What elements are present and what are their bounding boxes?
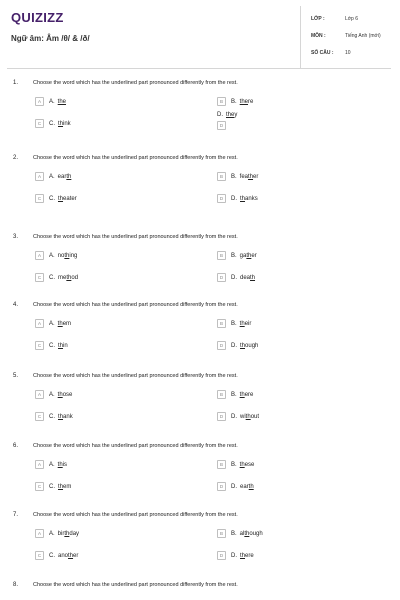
word-prefix: no: [57, 252, 65, 259]
answer-label: D.: [231, 483, 237, 490]
word-suffix: ese: [244, 461, 255, 468]
answer-checkbox[interactable]: A: [35, 172, 44, 181]
answer-word: [240, 531, 263, 537]
answer-label: B.: [231, 461, 237, 468]
answer-word: [58, 275, 78, 281]
answer-word: [58, 321, 71, 327]
question-text: Choose the word which has the underlined part pronounced differently from the rest.: [33, 155, 238, 161]
answer-option[interactable]: [217, 112, 238, 128]
word-suffix: out: [250, 413, 260, 420]
answer-word: [58, 531, 79, 537]
answer-checkbox[interactable]: B: [217, 251, 226, 260]
meta-key: MÔN :: [311, 33, 326, 39]
underlined-part: th: [64, 530, 70, 537]
word-suffix: ough: [245, 342, 259, 349]
question-number: 2.: [13, 155, 19, 161]
answer-checkbox[interactable]: A: [35, 460, 44, 469]
answer-word: [240, 462, 255, 468]
word-suffix: em: [62, 320, 72, 327]
answer-checkbox[interactable]: B: [217, 390, 226, 399]
question-text: Choose the word which has the underlined part pronounced differently from the rest.: [33, 373, 238, 379]
answer-checkbox[interactable]: B: [217, 97, 226, 106]
answer-label: C.: [49, 195, 55, 202]
question-number: 7.: [13, 512, 19, 518]
answer-word: [240, 392, 254, 398]
answer-checkbox[interactable]: D: [217, 551, 226, 560]
word-prefix: ear: [57, 173, 67, 180]
word-prefix: ano: [58, 552, 69, 559]
word-suffix: er: [251, 252, 257, 259]
word-prefix: ear: [240, 483, 249, 490]
answer-word: [58, 392, 73, 398]
word-suffix: ing: [69, 252, 78, 259]
underlined-part: th: [248, 483, 254, 490]
answer-option[interactable]: [35, 341, 68, 350]
word-prefix: ga: [239, 252, 247, 259]
answer-checkbox[interactable]: C: [35, 482, 44, 491]
word-suffix: is: [62, 461, 68, 468]
answer-word: [58, 343, 68, 349]
answer-option[interactable]: [35, 251, 77, 260]
answer-label: C.: [49, 552, 55, 559]
underlined-part: th: [250, 274, 256, 281]
answer-label: A.: [49, 252, 55, 259]
meta-value: 10: [345, 50, 351, 56]
underlined-part: th: [68, 552, 74, 559]
answer-word: [240, 253, 257, 259]
question-number: 8.: [13, 582, 19, 588]
underlined-part: the: [226, 112, 235, 118]
answer-label: A.: [49, 173, 55, 180]
answer-checkbox[interactable]: B: [217, 529, 226, 538]
answer-label: B.: [231, 530, 237, 537]
answer-label: C.: [49, 120, 55, 127]
answer-checkbox[interactable]: C: [35, 194, 44, 203]
question-text: Choose the word which has the underlined part pronounced differently from the rest.: [33, 302, 238, 308]
answer-label: B.: [231, 173, 237, 180]
answer-option[interactable]: [217, 319, 251, 328]
answer-label: C.: [49, 413, 55, 420]
underlined-part: th: [58, 342, 64, 349]
worksheet-header: [7, 6, 391, 69]
underlined-part: th: [248, 173, 254, 180]
answer-label: D.: [231, 342, 237, 349]
answer-option[interactable]: [217, 412, 259, 421]
answer-word: [58, 121, 71, 127]
answer-option[interactable]: [35, 119, 71, 128]
answer-label: C.: [49, 483, 55, 490]
word-suffix: re: [248, 98, 254, 105]
word-suffix: day: [69, 530, 80, 537]
meta-value: Lớp 6: [345, 16, 359, 22]
answer-label: B.: [231, 320, 237, 327]
answer-word: [58, 484, 71, 490]
answer-label: A.: [49, 461, 55, 468]
underlined-part: th: [57, 391, 63, 398]
answer-checkbox[interactable]: C: [35, 412, 44, 421]
question-number: 6.: [13, 443, 19, 449]
word-suffix: ose: [62, 391, 73, 398]
answer-checkbox[interactable]: D: [217, 412, 226, 421]
word-prefix: al: [239, 530, 245, 537]
answer-word: [58, 553, 78, 559]
word-suffix: anks: [245, 195, 258, 202]
answer-option[interactable]: [35, 482, 71, 491]
answer-option[interactable]: [217, 194, 258, 203]
word-suffix: y: [234, 112, 238, 118]
answer-checkbox[interactable]: D: [217, 482, 226, 491]
answer-word: [58, 99, 66, 105]
underlined-part: th: [58, 413, 64, 420]
answer-checkbox[interactable]: C: [35, 341, 44, 350]
underlined-part: th: [239, 320, 245, 327]
answer-word: [58, 196, 77, 202]
underlined-part: th: [240, 195, 246, 202]
question-text: Choose the word which has the underlined part pronounced differently from the rest.: [33, 582, 238, 588]
underlined-part: th: [57, 320, 63, 327]
answer-word: [58, 174, 72, 180]
answer-checkbox[interactable]: A: [35, 251, 44, 260]
answer-option[interactable]: [217, 482, 254, 491]
underlined-part: th: [245, 413, 251, 420]
answer-label: A.: [49, 320, 55, 327]
answer-word: [240, 414, 259, 420]
word-suffix: od: [71, 274, 79, 281]
answer-label: D.: [231, 274, 237, 281]
question-number: 1.: [13, 80, 19, 86]
answer-option[interactable]: [217, 529, 263, 538]
word-prefix: wi: [240, 413, 246, 420]
underlined-part: th: [66, 274, 72, 281]
answer-word: [58, 462, 67, 468]
meta-box: [300, 6, 392, 68]
word-prefix: fea: [239, 173, 249, 180]
answer-option[interactable]: [35, 194, 77, 203]
answer-checkbox[interactable]: A: [35, 390, 44, 399]
answer-checkbox[interactable]: C: [35, 119, 44, 128]
answer-word: [226, 112, 237, 118]
answer-label: C.: [49, 274, 55, 281]
underlined-part: the: [239, 98, 249, 105]
underlined-part: th: [64, 252, 70, 259]
underlined-part: th: [58, 483, 64, 490]
answer-label: D.: [231, 552, 237, 559]
question-text: Choose the word which has the underlined part pronounced differently from the rest.: [33, 443, 238, 449]
word-suffix: er: [73, 552, 79, 559]
question-number: 5.: [13, 373, 19, 379]
question-number: 3.: [13, 234, 19, 240]
answer-checkbox[interactable]: B: [217, 460, 226, 469]
answer-option[interactable]: [217, 390, 253, 399]
answer-option[interactable]: [35, 529, 79, 538]
answer-option[interactable]: [35, 319, 71, 328]
underlined-part: th: [58, 195, 64, 202]
answer-word: [240, 196, 258, 202]
meta-key: SỐ CÂU :: [311, 50, 334, 56]
word-prefix: me: [58, 274, 67, 281]
word-suffix: ere: [244, 391, 254, 398]
answer-option[interactable]: [35, 97, 66, 106]
answer-word: [240, 174, 259, 180]
answer-checkbox[interactable]: B: [217, 319, 226, 328]
answer-checkbox[interactable]: A: [35, 529, 44, 538]
answer-option[interactable]: [35, 273, 78, 282]
answer-checkbox[interactable]: C: [35, 551, 44, 560]
word-suffix: eir: [244, 320, 252, 327]
answer-label: A.: [49, 391, 55, 398]
underlined-part: th: [239, 391, 245, 398]
answer-label: D.: [217, 112, 223, 118]
answer-option[interactable]: [217, 251, 257, 260]
answer-word: [240, 99, 254, 105]
answer-word: [240, 321, 252, 327]
answer-checkbox[interactable]: A: [35, 97, 44, 106]
answer-option[interactable]: [35, 460, 67, 469]
answer-checkbox[interactable]: C: [35, 273, 44, 282]
answer-label: C.: [49, 342, 55, 349]
answer-label: A.: [49, 530, 55, 537]
underlined-part: th: [244, 530, 250, 537]
answer-label: A.: [49, 98, 55, 105]
answer-label: B.: [231, 391, 237, 398]
question-text: Choose the word which has the underlined part pronounced differently from the rest.: [33, 234, 238, 240]
answer-checkbox[interactable]: D: [217, 121, 226, 130]
underlined-part: th: [66, 173, 72, 180]
underlined-part: th: [240, 342, 246, 349]
meta-key: LỚP :: [311, 16, 325, 22]
answer-checkbox[interactable]: D: [217, 273, 226, 282]
answer-word: [58, 414, 73, 420]
underlined-part: th: [240, 552, 246, 559]
answer-word: [240, 343, 258, 349]
answer-checkbox[interactable]: B: [217, 172, 226, 181]
word-suffix: ink: [63, 120, 71, 127]
word-suffix: ere: [245, 552, 254, 559]
underlined-part: th: [239, 461, 245, 468]
answer-word: [240, 484, 254, 490]
word-suffix: er: [253, 173, 259, 180]
answer-label: D.: [231, 413, 237, 420]
answer-option[interactable]: [217, 460, 254, 469]
answer-word: [240, 275, 255, 281]
question-number: 4.: [13, 302, 19, 308]
underlined-part: th: [246, 252, 252, 259]
word-suffix: eater: [63, 195, 77, 202]
word-suffix: in: [63, 342, 68, 349]
answer-checkbox[interactable]: A: [35, 319, 44, 328]
meta-value: Tiếng Anh (mới): [345, 33, 381, 39]
page-title: Ngữ âm: Âm /θ/ & /ð/: [11, 34, 90, 43]
word-prefix: bir: [57, 530, 65, 537]
answer-checkbox[interactable]: D: [217, 341, 226, 350]
word-prefix: dea: [240, 274, 251, 281]
answer-word: [240, 553, 254, 559]
answer-option[interactable]: [35, 390, 72, 399]
underlined-part: th: [58, 120, 64, 127]
answer-option[interactable]: [35, 412, 73, 421]
answer-option[interactable]: [35, 172, 71, 181]
quizizz-logo: QUIZIZZ: [11, 10, 64, 25]
answer-option[interactable]: [217, 172, 258, 181]
word-suffix: ank: [63, 413, 73, 420]
answer-label: D.: [231, 195, 237, 202]
word-suffix: em: [63, 483, 72, 490]
answer-checkbox[interactable]: D: [217, 194, 226, 203]
answer-label: B.: [231, 98, 237, 105]
answer-option[interactable]: [35, 551, 78, 560]
underlined-part: the: [57, 98, 67, 105]
underlined-part: th: [57, 461, 63, 468]
answer-word: [58, 253, 78, 259]
question-text: Choose the word which has the underlined part pronounced differently from the rest.: [33, 512, 238, 518]
answer-option[interactable]: [217, 273, 255, 282]
answer-option[interactable]: [217, 341, 258, 350]
answer-option[interactable]: [217, 551, 254, 560]
answer-label: B.: [231, 252, 237, 259]
question-text: Choose the word which has the underlined part pronounced differently from the rest.: [33, 80, 238, 86]
word-suffix: ough: [249, 530, 263, 537]
answer-option[interactable]: [217, 97, 253, 106]
